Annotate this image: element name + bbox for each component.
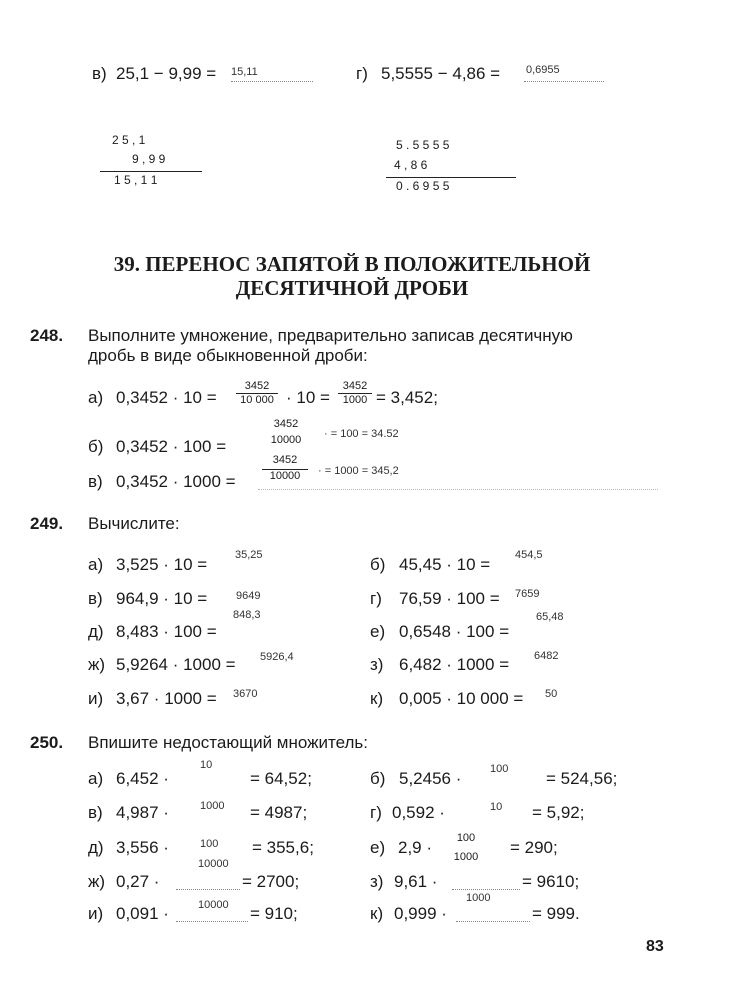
t250-item-post: = 524,56; (546, 769, 618, 788)
t250-item-pre: 9,61 · (394, 872, 438, 891)
t250-item-post: = 9610; (522, 872, 580, 891)
t250-item-label: в) (88, 803, 103, 822)
t250-item-label: е) (370, 838, 386, 857)
t248-c-label: в) (88, 472, 103, 491)
t248-a-expr2: · 10 = (286, 388, 330, 407)
t249-item-label: г) (370, 589, 382, 608)
t249-item-expr: 5,9264 · 1000 = (116, 655, 236, 674)
t248-a-expr1: 0,3452 · 10 = (116, 388, 217, 407)
t250-item-pre: 6,452 · (116, 769, 169, 788)
t249-item-expr: 8,483 · 100 = (116, 622, 217, 641)
t249-item-answer: 454,5 (515, 549, 543, 561)
t249-item-answer: 6482 (534, 650, 559, 662)
t249-item-label: а) (88, 555, 104, 574)
task-248-text-line2: дробь в виде обыкновенной дроби: (88, 346, 368, 365)
t250-i-answer-line (176, 921, 248, 922)
t248-b-hw-den: 10000 (270, 434, 302, 446)
t249-item-answer: 50 (545, 688, 558, 700)
t249-item-label: и) (88, 689, 104, 708)
t250-z-answer-line (452, 889, 520, 890)
t249-item-answer: 9649 (236, 590, 261, 602)
t249-item-answer: 848,3 (233, 609, 261, 621)
t250-item-label: а) (88, 769, 104, 788)
t250-item-post: = 290; (510, 838, 558, 857)
t250-item-pre: 3,556 · (116, 838, 169, 857)
t248-b-hw-num: 3452 (273, 418, 299, 430)
t250-item-label: г) (370, 803, 382, 822)
t248-c-hw-num: 3452 (272, 454, 298, 466)
t248-a-fraction2 (338, 380, 372, 407)
t248-c-handwritten-rest: · = 1000 = 345,2 (318, 465, 399, 477)
t250-item-pre: 0,999 · (394, 904, 447, 923)
task-248-number: 248. (30, 326, 64, 345)
t250-item-post: = 355,6; (252, 838, 314, 857)
t249-item-answer: 65,48 (536, 611, 564, 623)
t250-item-post: = 4987; (250, 803, 308, 822)
col-right-row2: 4 , 8 6 (394, 158, 428, 172)
col-left-row1: 2 5 , 1 (112, 133, 146, 147)
t250-item-pre: 4,987 · (116, 803, 169, 822)
t249-item-label: в) (88, 589, 103, 608)
t249-item-answer: 3670 (233, 688, 258, 700)
top-v-label: в) (92, 64, 107, 83)
t250-item-pre: 2,9 · (398, 838, 433, 857)
t248-c-answer-line (258, 489, 658, 490)
t250-item-label: б) (370, 769, 386, 788)
t250-item-pre: 0,27 · (116, 872, 160, 891)
top-v-expr: 25,1 − 9,99 = (116, 64, 217, 83)
task-249-number: 249. (30, 514, 64, 533)
t250-item-answer: 100 (490, 763, 509, 775)
t249-item-label: к) (370, 689, 384, 708)
col-right-row1: 5 . 5 5 5 5 (396, 138, 450, 152)
t249-item-expr: 0,6548 · 100 = (399, 622, 510, 641)
t250-item-pre: 5,2456 · (399, 769, 462, 788)
t248-a-frac2-den: 1000 (338, 393, 372, 407)
t250-item-label: и) (88, 904, 104, 923)
t248-c-expr: 0,3452 · 1000 = (116, 472, 236, 491)
t250-item-answer: 10 (490, 801, 503, 813)
t250-item-post: = 910; (250, 904, 298, 923)
t250-e-answer-num: 100 (456, 832, 476, 844)
t250-item-answer: 1000 (466, 892, 491, 904)
t250-zh-answer-line (176, 889, 240, 890)
t250-item-answer: 1000 (200, 800, 225, 812)
t249-item-answer: 35,25 (235, 549, 263, 561)
t250-e-handwritten-fraction (448, 832, 484, 864)
t250-item-post: = 2700; (242, 872, 300, 891)
t250-k-answer-line (456, 921, 530, 922)
t248-a-label: а) (88, 388, 104, 407)
task-249-text: Вычислите: (88, 514, 180, 533)
page-number: 83 (646, 938, 664, 955)
t250-item-answer: 10000 (198, 899, 229, 911)
top-v-answer: 15,11 (231, 66, 258, 78)
t249-item-label: е) (370, 622, 386, 641)
t248-a-frac1-den: 10 000 (236, 393, 278, 407)
t248-b-handwritten-rest: · = 100 = 34.52 (324, 428, 399, 440)
t250-item-post: = 64,52; (250, 769, 312, 788)
t249-item-label: з) (370, 655, 384, 674)
t249-item-label: д) (88, 622, 104, 641)
t250-item-answer: 10000 (198, 858, 229, 870)
section-heading-line2: ДЕСЯТИЧНОЙ ДРОБИ (235, 276, 469, 300)
t248-b-label: б) (88, 437, 104, 456)
t248-b-expr: 0,3452 · 100 = (116, 437, 227, 456)
top-g-answer: 0,6955 (526, 64, 560, 76)
col-right-result: 0 . 6 9 5 5 (396, 179, 450, 193)
t249-item-expr: 964,9 · 10 = (116, 589, 208, 608)
col-left-row2: 9 , 9 9 (132, 152, 166, 166)
t249-item-expr: 6,482 · 1000 = (399, 655, 510, 674)
t250-e-answer-den: 1000 (453, 851, 479, 863)
t248-a-fraction1 (236, 380, 278, 407)
top-g-expr: 5,5555 − 4,86 = (381, 64, 501, 83)
t248-a-frac2-num: 3452 (342, 380, 368, 392)
task-250-text: Впишите недостающий множитель: (88, 733, 368, 752)
t250-item-answer: 100 (200, 838, 219, 850)
top-v-answer-line (231, 81, 313, 82)
task-248-text-line1: Выполните умножение, предварительно записав десятичную (88, 326, 573, 345)
t249-item-expr: 0,005 · 10 000 = (399, 689, 524, 708)
t250-item-post: = 999. (532, 904, 580, 923)
t248-c-hw-den: 10000 (262, 469, 308, 483)
t249-item-label: ж) (88, 655, 106, 674)
t250-item-label: ж) (88, 872, 106, 891)
task-250-number: 250. (30, 733, 64, 752)
t250-item-label: д) (88, 838, 104, 857)
t250-item-answer: 10 (200, 759, 213, 771)
top-g-answer-line (524, 81, 604, 82)
t250-item-label: з) (370, 872, 384, 891)
t250-item-pre: 0,091 · (116, 904, 169, 923)
col-right-rule (386, 177, 516, 178)
t249-item-expr: 76,59 · 100 = (399, 589, 500, 608)
top-g-label: г) (356, 64, 368, 83)
t250-item-post: = 5,92; (532, 803, 585, 822)
t248-b-handwritten-fraction (264, 418, 308, 447)
t248-a-expr3: = 3,452; (376, 388, 438, 407)
t250-item-label: к) (370, 904, 384, 923)
t249-item-expr: 3,525 · 10 = (116, 555, 208, 574)
t249-item-expr: 45,45 · 10 = (399, 555, 491, 574)
t249-item-answer: 5926,4 (260, 651, 294, 663)
t249-item-answer: 7659 (515, 588, 540, 600)
t248-c-handwritten-fraction (262, 454, 308, 483)
section-heading-line1: 39. ПЕРЕНОС ЗАПЯТОЙ В ПОЛОЖИТЕЛЬНОЙ (113, 252, 591, 276)
t249-item-label: б) (370, 555, 386, 574)
t250-item-pre: 0,592 · (392, 803, 445, 822)
t249-item-expr: 3,67 · 1000 = (116, 689, 217, 708)
col-left-rule (100, 171, 202, 172)
col-left-result: 1 5 , 1 1 (114, 173, 158, 187)
t248-a-frac1-num: 3452 (244, 380, 270, 392)
